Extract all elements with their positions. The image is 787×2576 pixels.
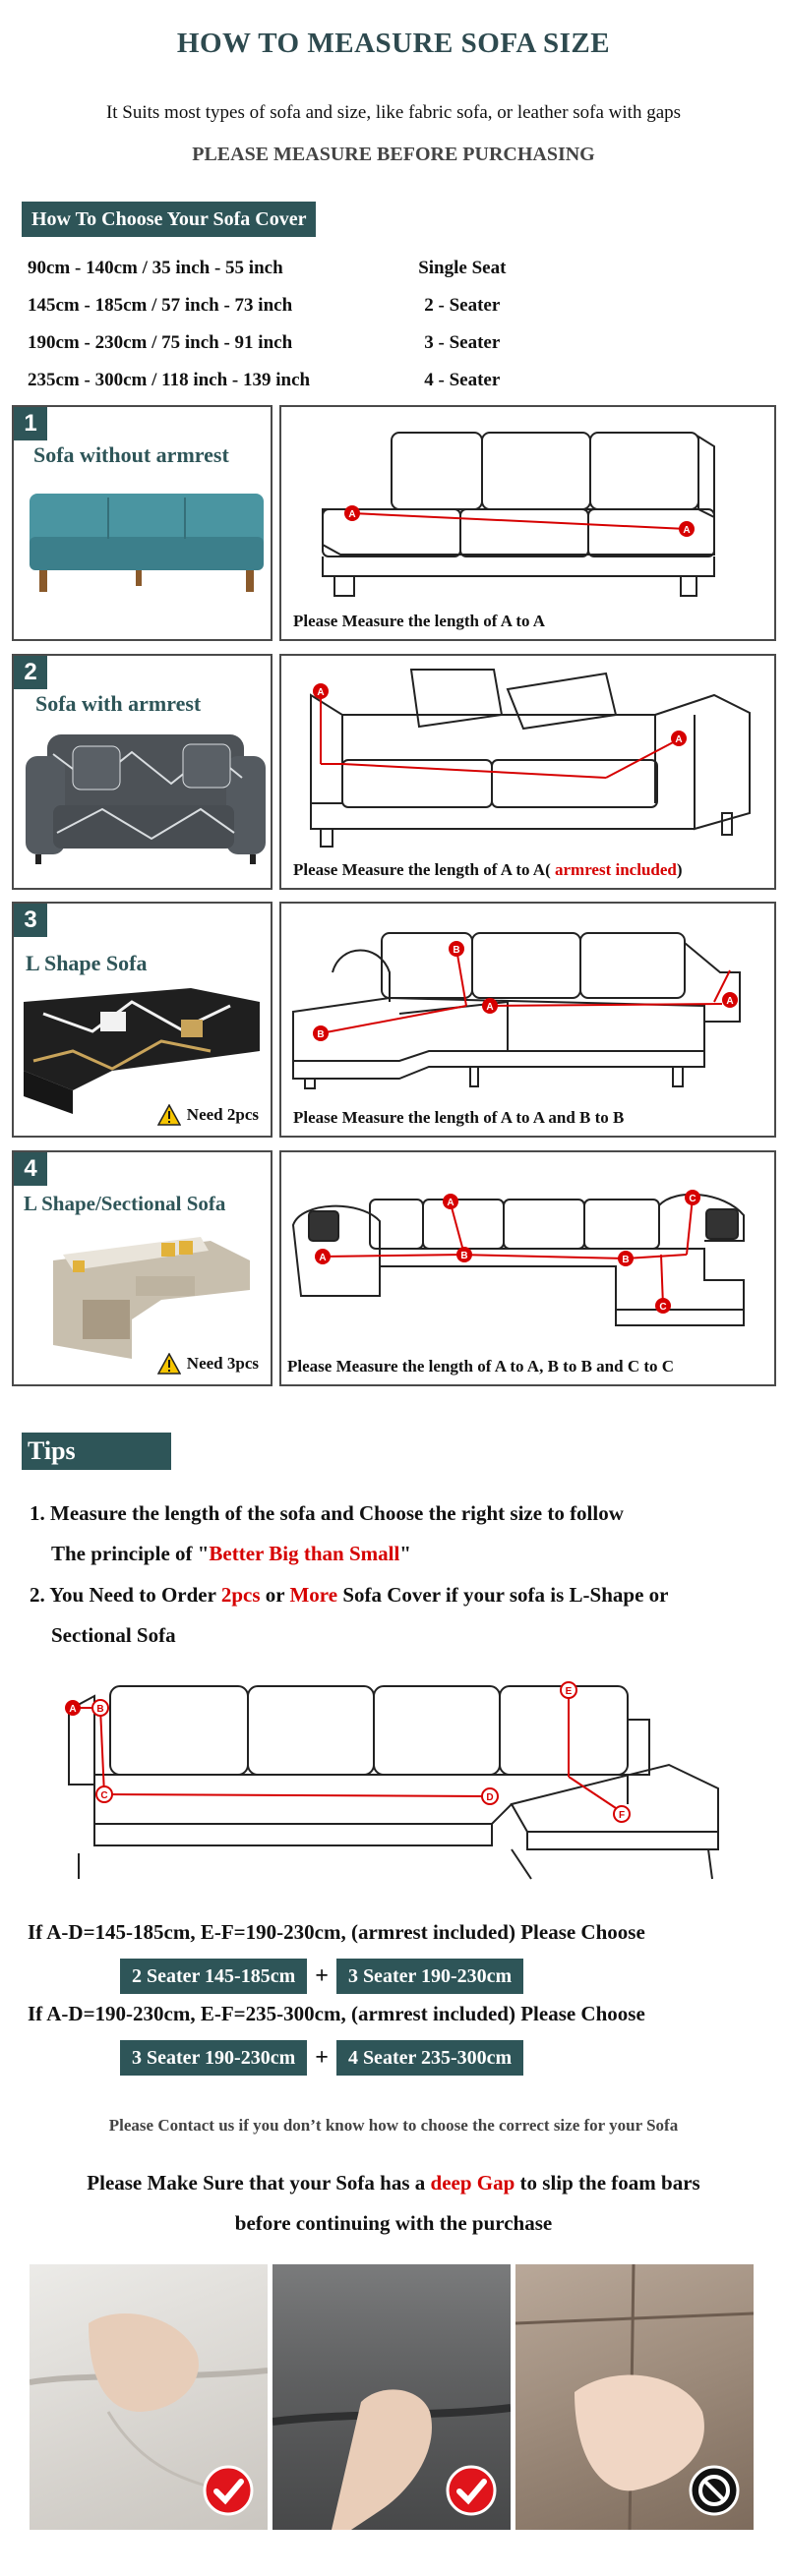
size-range: 190cm - 230cm / 75 inch - 91 inch (28, 332, 293, 353)
point-label-b: B (317, 1029, 325, 1040)
checkmark-icon (446, 2465, 497, 2516)
choice-combo-2 (120, 2040, 523, 2076)
size-table (28, 250, 539, 399)
size-chip: 4 Seater 235-300cm (336, 2040, 523, 2076)
l-shape-measurement-diagram (20, 1667, 767, 1903)
point-label-a: A (348, 509, 356, 520)
tip-2-line-2: Sectional Sofa (51, 1623, 176, 1647)
size-row (28, 287, 539, 324)
diagram-caption: Please Measure the length of A to A and B to B (293, 1108, 625, 1127)
sectional-sofa-diagram (281, 1152, 776, 1386)
size-range: 145cm - 185cm / 57 inch - 73 inch (28, 295, 293, 316)
sofa-type-card-2 (12, 654, 272, 890)
point-label-a: A (69, 1704, 77, 1715)
choice-condition-2: If A-D=190-230cm, E-F=235-300cm, (armrest included) Please Choose (28, 2002, 645, 2025)
need-quantity: Need 2pcs (157, 1104, 259, 1126)
point-label-a: A (726, 996, 734, 1007)
sofa-type-card-4 (12, 1150, 272, 1386)
seat-type: 4 - Seater (424, 370, 501, 390)
choice-condition-1: If A-D=145-185cm, E-F=190-230cm, (armrest included) Please Choose (28, 1920, 645, 1944)
measure-note: PLEASE MEASURE BEFORE PURCHASING (192, 144, 595, 165)
point-label-b: B (453, 945, 460, 956)
measure-diagram-card-2 (279, 654, 776, 890)
point-label-d: D (486, 1792, 494, 1803)
plus-sign: + (315, 1962, 329, 1989)
measure-diagram-card-1 (279, 405, 776, 641)
size-row (28, 324, 539, 362)
plus-sign: + (315, 2044, 329, 2071)
warning-icon (157, 1353, 181, 1375)
point-label-a: A (317, 687, 325, 698)
point-label-a: A (683, 525, 691, 536)
seat-type: 3 - Seater (424, 332, 501, 353)
page-title: HOW TO MEASURE SOFA SIZE (176, 28, 611, 59)
armless-sofa-photo (14, 407, 272, 641)
point-label-a: A (486, 1002, 494, 1013)
tip-1-line-2: The principle of "Better Big than Small" (51, 1542, 411, 1565)
gap-photo-fabric (30, 2264, 268, 2530)
size-range: 235cm - 300cm / 118 inch - 139 inch (28, 370, 311, 390)
size-row (28, 250, 539, 287)
point-label-c: C (659, 1302, 667, 1313)
armrest-sofa-diagram (281, 656, 776, 890)
diagram-caption: Please Measure the length of A to A( armrest included) (293, 860, 683, 879)
choice-combo-1 (120, 1959, 523, 1994)
point-label-a: A (447, 1198, 454, 1208)
size-chip: 3 Seater 190-230cm (336, 1959, 523, 1994)
sofa-type-title: Sofa with armrest (35, 691, 202, 716)
point-label-b: B (622, 1255, 630, 1265)
point-label-c: C (100, 1790, 108, 1801)
warning-icon (157, 1104, 181, 1126)
point-label-b: B (460, 1251, 468, 1261)
size-range: 90cm - 140cm / 35 inch - 55 inch (28, 258, 283, 278)
seat-type: 2 - Seater (424, 295, 501, 316)
seat-type: Single Seat (418, 258, 507, 278)
sofa-type-card-1 (12, 405, 272, 641)
point-label-a: A (319, 1253, 327, 1263)
tips-label: Tips (22, 1433, 171, 1470)
number-badge: 2 (14, 656, 47, 689)
gap-photo-velvet (272, 2264, 511, 2530)
tip-2-line-1: 2. You Need to Order 2pcs or More Sofa Cover if your sofa is L-Shape or (30, 1583, 669, 1607)
gap-warning-line-1: Please Make Sure that your Sofa has a deep Gap to slip the foam bars (87, 2171, 700, 2195)
diagram-caption: Please Measure the length of A to A (293, 612, 546, 630)
gap-warning-line-2: before continuing with the purchase (234, 2211, 553, 2235)
measure-diagram-card-4 (279, 1150, 776, 1386)
number-badge: 3 (14, 904, 47, 937)
l-shape-sofa-photo (14, 904, 272, 1138)
sofa-type-title: L Shape/Sectional Sofa (24, 1192, 226, 1215)
point-label-c: C (689, 1194, 696, 1204)
sofa-type-card-3 (12, 902, 272, 1138)
armless-sofa-diagram (281, 407, 776, 641)
diagram-caption: Please Measure the length of A to A, B to B and C to C (287, 1357, 675, 1376)
point-label-e: E (565, 1686, 573, 1697)
sofa-type-title: L Shape Sofa (26, 951, 148, 975)
subtitle: It Suits most types of sofa and size, like fabric sofa, or leather sofa with gaps (105, 102, 682, 123)
point-label-a: A (675, 734, 683, 745)
number-badge: 4 (14, 1152, 47, 1186)
tip-1-line-1: 1. Measure the length of the sofa and Choose the right size to follow (30, 1501, 624, 1525)
armrest-sofa-photo (14, 656, 272, 890)
size-guide-label: How To Choose Your Sofa Cover (22, 202, 316, 237)
no-gap-photo-leather (515, 2264, 754, 2530)
number-badge: 1 (14, 407, 47, 440)
checkmark-icon (203, 2465, 254, 2516)
sectional-sofa-photo (14, 1152, 272, 1386)
need-quantity: Need 3pcs (157, 1353, 259, 1375)
contact-note: Please Contact us if you don’t know how to choose the correct size for your Sofa (108, 2116, 679, 2135)
sofa-type-title: Sofa without armrest (33, 442, 229, 467)
point-label-f: F (618, 1810, 626, 1821)
size-row (28, 362, 539, 399)
size-chip: 2 Seater 145-185cm (120, 1959, 307, 1994)
size-chip: 3 Seater 190-230cm (120, 2040, 307, 2076)
measure-diagram-card-3 (279, 902, 776, 1138)
point-label-b: B (96, 1704, 104, 1715)
prohibited-icon (689, 2465, 740, 2516)
l-shape-sofa-diagram (281, 904, 776, 1138)
